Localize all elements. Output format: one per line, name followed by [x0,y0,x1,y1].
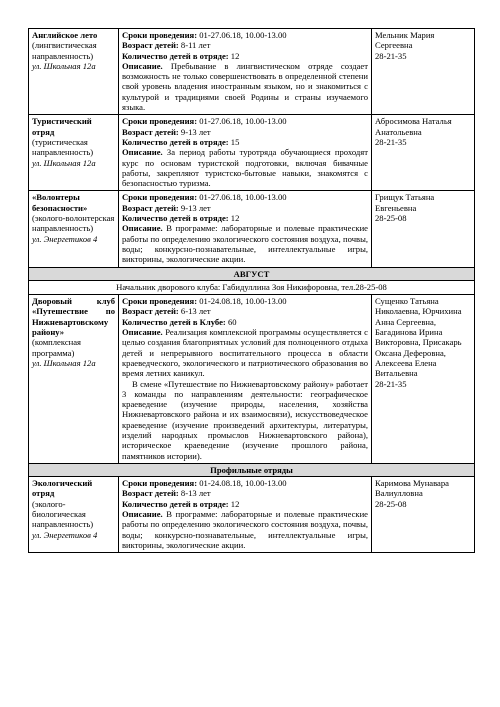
description-label: Описание. [122,147,163,158]
age-label: Возраст детей: [122,488,179,499]
contact-name: Каримова Мунавара Валиулловна [375,478,449,499]
section-header-row [29,463,475,476]
squad-address: ул. Школьная 12а [32,357,96,368]
count-label: Количество детей в отряде: [122,498,229,509]
period-label: Сроки проведения: [122,478,198,489]
count-label: Количество детей в отряде: [122,213,229,224]
squad-title: Экологический отряд [32,478,93,499]
contact-cell [372,191,475,267]
august-heading: АВГУСТ [29,267,475,280]
period-value: 01-27.06.18, 10.00-13.00 [199,192,287,203]
count-value: 60 [227,316,237,327]
squad-address: ул. Энергетиков 4 [32,233,98,244]
age-label: Возраст детей: [122,126,179,137]
contact-cell [372,115,475,191]
description-label: Описание. [122,223,163,234]
squad-info-cell [29,29,119,115]
description-text: В программе: лабораторные и полевые практические работы по определению экологического состояния воздуха, почвы, воды; конкурсно-познавательные, интеллектуальные игры, викторины, экологические акции. [122,509,368,550]
squad-address: ул. Энергетиков 4 [32,529,98,540]
period-label: Сроки проведения: [122,116,198,127]
contact-name: Мельник Мария Сергеевна [375,30,435,51]
count-label: Количество детей в отряде: [122,136,229,147]
table-row [29,295,475,464]
contact-phone: 28-25-08 [375,498,407,509]
squad-title: Дворовый клуб «Путешествие по Нижневартовскому району» [32,296,115,338]
squad-subtitle: (туристическая направленность) [32,136,94,158]
period-value: 01-27.06.18, 10.00-13.00 [199,116,287,127]
contact-phone: 28-21-35 [375,50,407,61]
age-value: 9-13 лет [180,202,211,213]
squad-subtitle: (эколого-биологическая направленность) [32,498,94,530]
description-label: Описание. [122,60,163,71]
squad-address: ул. Школьная 12а [32,157,96,168]
squad-info-cell [29,477,119,553]
table-row [29,191,475,267]
description-text: В программе: лабораторные и полевые практические работы по определению экологического состояния воздуха, почвы, воды; конкурсно-познавательные, интеллектуальные игры, викторины, экологические акции. [122,223,368,265]
squad-subtitle: (лингвистическая направленность) [32,40,97,61]
period-label: Сроки проведения: [122,296,198,307]
squad-details-cell [119,477,372,553]
squad-title: «Волонтеры безопасности» [32,192,88,213]
squad-details-cell [119,115,372,191]
squad-title: Английское лето [32,30,98,40]
count-value: 15 [230,136,240,147]
age-label: Возраст детей: [122,40,179,51]
age-label: Возраст детей: [122,306,179,317]
contact-name: Грищук Татьяна Евгеньевна [375,192,435,213]
squad-title: Туристический отряд [32,116,92,137]
count-label: Количество детей в отряде: [122,50,229,61]
squad-info-cell [29,115,119,191]
count-label: Количество детей в Клубе: [122,316,226,327]
description-text: Пребывание в лингвистическом отряде создает возможность не только совершенствовать в определенной степени свой уровень владения иностранным языком, но и знакомиться с культурой и традициями своей Родины и страны изучаемого языка. [122,60,368,113]
squad-details-cell [119,191,372,267]
age-value: 9-13 лет [180,126,211,137]
period-label: Сроки проведения: [122,30,198,40]
age-label: Возраст детей: [122,202,179,213]
description-text: Реализация комплексной программы осуществляется с целью создания благоприятных условий для полноценного отдыха детей и непрерывного воспитательного процесса в области краеведческого, экологического и патриотического образования во время летних каникул. [122,327,368,379]
age-value: 6-13 лет [180,306,211,317]
squad-address: ул. Школьная 12а [32,60,96,71]
period-value: 01-24.08.18, 10.00-13.00 [199,296,287,307]
squad-info-cell [29,295,119,464]
contact-cell [372,29,475,115]
chief-row [29,280,475,294]
contact-phone: 28-21-35 [375,136,407,147]
section-header-row [29,267,475,280]
period-value: 01-24.08.18, 10.00-13.00 [199,478,287,489]
table-row [29,477,475,553]
squad-details-cell [119,295,372,464]
contact-names: Сущенко Татьяна Николаевна, Юрчихина Анна Сергеевна, Багадинова Ирина Викторовна, Присакарь Оксана Деферовна, Алексеева Елена Витальевна [375,296,462,379]
age-value: 8-13 лет [180,488,211,499]
contact-name: Абросимова Наталья Анатольевна [375,116,452,137]
age-value: 8-11 лет [180,40,211,51]
contact-cell [372,477,475,553]
count-value: 12 [230,50,240,61]
description-text: За период работы туротряда обучающиеся проходят курс по основам туристской подготовки, включая бивачные работы, закрепляют туристско-бытовые навыки, знакомятся с безопасностью туризма. [122,147,368,189]
squad-details-cell [119,29,372,115]
count-value: 12 [230,498,240,509]
description-text-2: В смене «Путешествие по Нижневартовскому району» работает 3 команды по направлениям деятельности: географическое краеведение (изучение природы, населения, хозяйства Нижневартовского района и их взаимосвязи), искусствоведческое краеведение (изучение произведений архитектуры, литературы, изделий народных промыслов Нижневартовского района), историческое краеведение (изучение прошлого района, памятников истории). [122,378,368,461]
contact-phone: 28-21-35 [375,378,407,389]
club-chief: Начальник дворового клуба: Габидуллина Зоя Никифоровна, тел.28-25-08 [29,280,475,294]
count-value: 12 [230,213,240,224]
period-label: Сроки проведения: [122,192,198,203]
profile-heading: Профильные отряды [29,463,475,476]
table-row [29,115,475,191]
contact-cell [372,295,475,464]
description-label: Описание. [122,327,163,338]
schedule-table [28,28,475,553]
squad-info-cell [29,191,119,267]
squad-subtitle: (комплексная программа) [32,337,82,358]
squad-subtitle: (эколого-волонтерская направленность) [32,213,115,234]
period-value: 01-27.06.18, 10.00-13.00 [199,30,287,40]
contact-phone: 28-25-08 [375,213,407,224]
description-label: Описание. [122,509,163,520]
table-row [29,29,475,115]
